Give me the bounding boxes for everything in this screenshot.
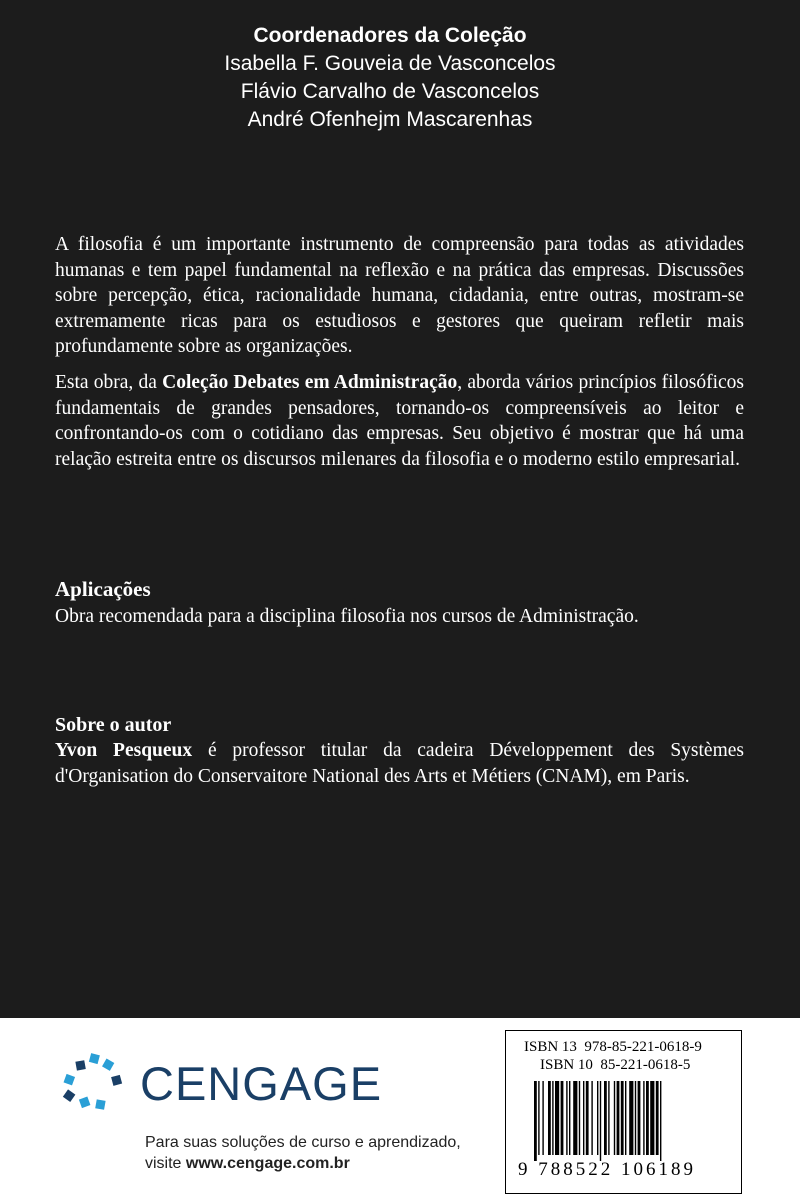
barcode-bar <box>625 1081 626 1155</box>
isbn13: ISBN 13 978-85-221-0618-9 <box>524 1039 702 1055</box>
barcode-bar <box>621 1081 624 1155</box>
barcode-bar <box>583 1081 584 1155</box>
barcode-bar <box>561 1081 564 1155</box>
collection-name: Coleção Debates em Administração <box>162 372 458 393</box>
applications-text: Obra recomendada para a disciplina filosofia nos cursos de Administração. <box>55 606 639 627</box>
about-author-text <box>55 738 744 790</box>
publisher-panel <box>0 1018 800 1200</box>
barcode-bar <box>538 1081 539 1155</box>
isbn-barcode <box>505 1030 742 1194</box>
barcode-bar <box>614 1081 615 1155</box>
barcode-bar <box>600 1081 601 1161</box>
barcode-bar <box>566 1081 567 1155</box>
publisher-url[interactable]: www.cengage.com.br <box>185 1155 350 1172</box>
barcode-bar <box>608 1081 609 1155</box>
barcode-bar <box>569 1081 570 1155</box>
barcode-bar <box>650 1081 654 1155</box>
coordinator-name: Isabella F. Gouveia de Vasconcelos <box>224 52 556 75</box>
p2-intro: Esta obra, da <box>55 372 163 393</box>
barcode-bar <box>555 1081 559 1155</box>
author-bio: é professor titular da cadeira Développement des Systèmes d'Organisation do Conservaitore National des Arts et Métiers (CNAM), em Paris. <box>55 740 744 787</box>
barcode-bar <box>552 1081 553 1155</box>
publisher-tagline: Para suas soluções de curso e aprendizado, visite www.cengage.com.br <box>145 1134 461 1172</box>
applications-heading: Aplicações <box>55 577 151 601</box>
barcode-bar <box>629 1081 633 1155</box>
barcode-bar <box>542 1081 543 1155</box>
barcode-bar <box>646 1081 649 1155</box>
barcode-bar <box>656 1081 659 1155</box>
about-author-heading: Sobre o autor <box>55 714 172 736</box>
barcode-bar <box>617 1081 620 1155</box>
barcode-bar <box>643 1081 644 1155</box>
publisher-name: CENGAGE <box>140 1057 383 1110</box>
barcode-bar <box>586 1081 589 1155</box>
barcode-bar <box>548 1081 551 1155</box>
barcode-digits: 9 788522 106189 <box>518 1159 696 1180</box>
barcode-bar <box>635 1081 636 1155</box>
barcode-bar <box>597 1081 598 1155</box>
coordinators-title: Coordenadores da Coleção <box>253 24 527 47</box>
cengage-mark-icon <box>60 1050 130 1120</box>
barcode-bar <box>534 1081 537 1161</box>
barcode-bar <box>604 1081 607 1155</box>
barcode-bar <box>638 1081 641 1155</box>
barcode-bar <box>573 1081 577 1155</box>
barcode-bar <box>591 1081 592 1155</box>
barcode-bar <box>579 1081 580 1155</box>
barcode-bars <box>532 1081 722 1161</box>
p2-rest: , aborda vários princípios filosóficos fundamentais de grandes pensadores, tornando-os compreensíveis ao leitor e confrontando-os com o cotidiano das empresas. Seu objetivo é mostrar que há uma relação estreita entre os discursos milenares da filosofia e o moderno estilo empresarial. <box>55 372 744 470</box>
barcode-bar <box>660 1081 661 1161</box>
coordinator-name: André Ofenhejm Mascarenhas <box>247 108 533 131</box>
collection-coordinators <box>0 22 800 134</box>
cengage-logo <box>60 1050 480 1190</box>
description-paragraph-1: A filosofia é um importante instrumento de compreensão para todas as atividades humanas e tem papel fundamental na reflexão e na prática das empresas. Discussões sobre percepção, ética, racionalidade humana, cidadania, entre outras, mostram-se extremamente ricas para os estudiosos e gestores que queiram refletir mais profundamente sobre as organizações. <box>55 234 744 357</box>
author-name: Yvon Pesqueux <box>55 740 193 761</box>
isbn10: ISBN 10 85-221-0618-5 <box>540 1057 691 1073</box>
description-paragraph-2 <box>55 370 744 472</box>
coordinator-name: Flávio Carvalho de Vasconcelos <box>240 80 540 103</box>
